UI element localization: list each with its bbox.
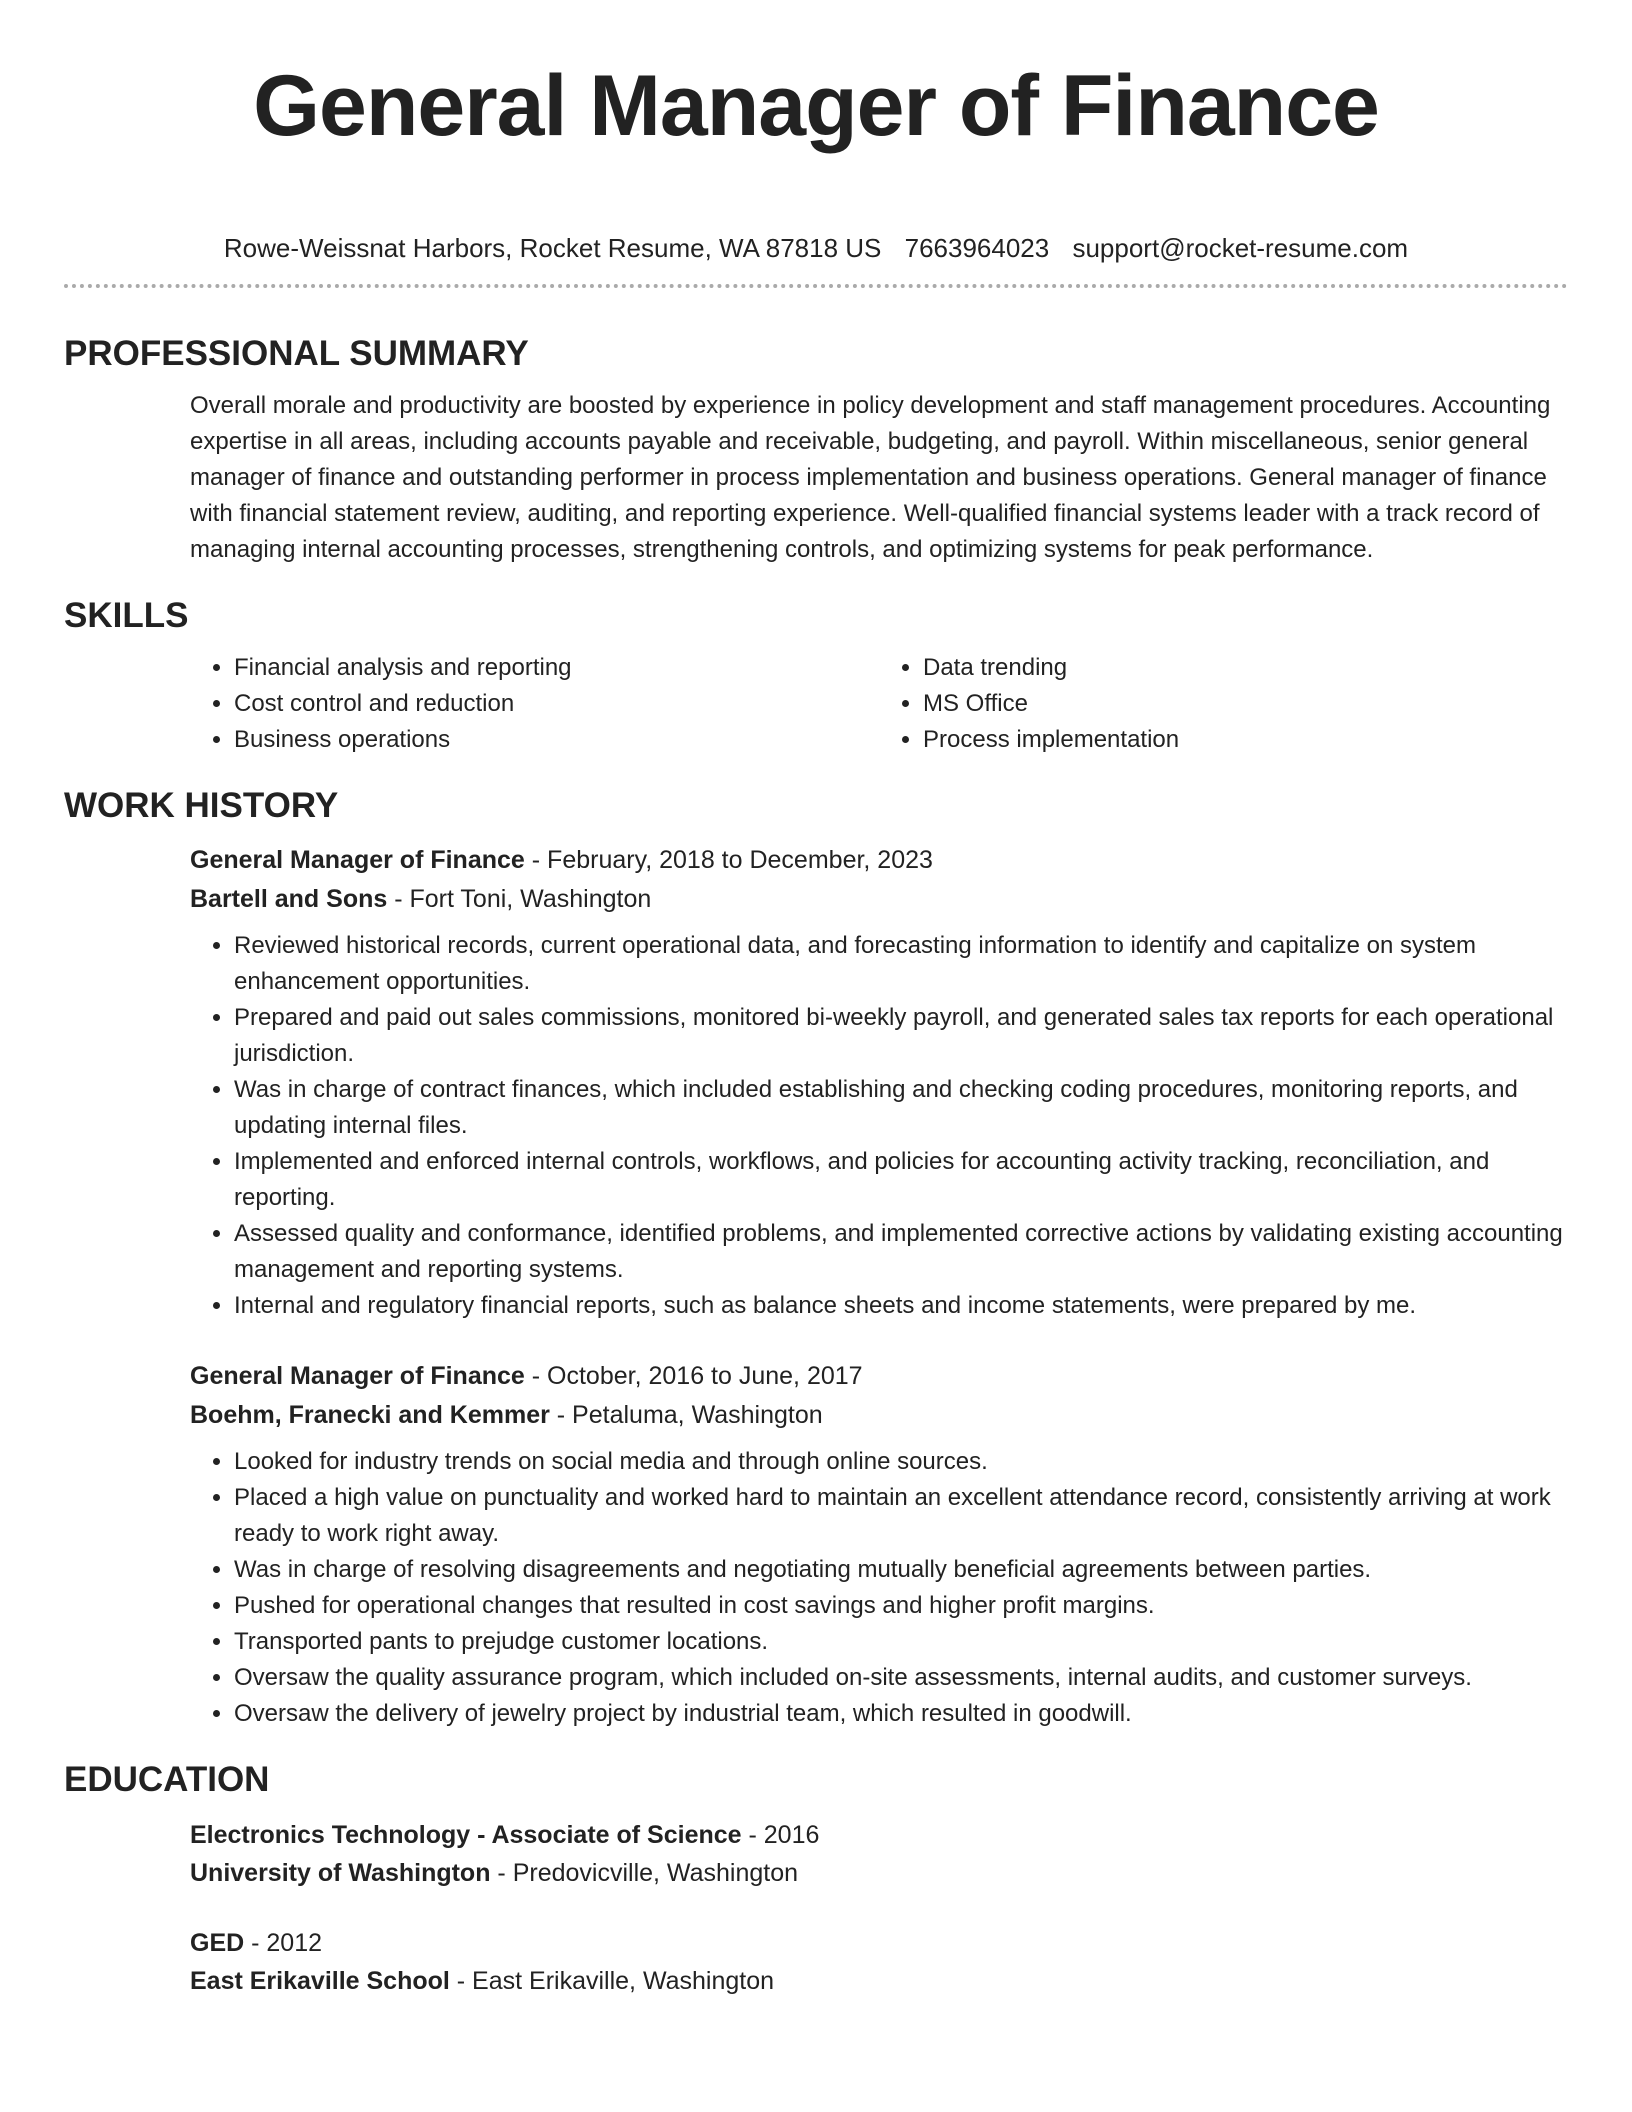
skills-column-right (879, 650, 1568, 758)
job-title-line (190, 1356, 1568, 1396)
skill-item: • Financial analysis and reporting (234, 650, 879, 686)
skill-item: • Data trending (923, 650, 1568, 686)
skill-item: • MS Office (923, 686, 1568, 722)
job-bullet: • Oversaw the delivery of jewelry project by industrial team, which resulted in goodwill. (234, 1696, 1568, 1732)
skill-item: • Process implementation (923, 722, 1568, 758)
education-location: - Predovicville, Washington (490, 1859, 799, 1887)
job-bullet: • Pushed for operational changes that resulted in cost savings and higher profit margins. (234, 1588, 1568, 1624)
job-bullet: • Prepared and paid out sales commissions, monitored bi-weekly payroll, and generated sales tax reports for each operational jurisdiction. (234, 1000, 1568, 1072)
education-school: East Erikaville School (190, 1967, 450, 1995)
education-entry (190, 1816, 1568, 1892)
job-company-line (190, 1396, 1568, 1434)
education-degree-line (190, 1924, 1568, 1962)
education-school-line (190, 1962, 1568, 2000)
skill-item: • Cost control and reduction (234, 686, 879, 722)
job-entry (190, 1356, 1568, 1732)
job-bullet: • Implemented and enforced internal controls, workflows, and policies for accounting activity tracking, reconciliation, and reporting. (234, 1144, 1568, 1216)
job-company: Boehm, Franecki and Kemmer (190, 1401, 550, 1429)
job-bullet: • Oversaw the quality assurance program, which included on-site assessments, internal audits, and customer surveys. (234, 1660, 1568, 1696)
job-dates: - October, 2016 to June, 2017 (524, 1362, 863, 1390)
education-location: - East Erikaville, Washington (449, 1967, 775, 1995)
job-bullet: • Assessed quality and conformance, identified problems, and implemented corrective actions by validating existing accounting management and reporting systems. (234, 1216, 1568, 1288)
summary-text: Overall morale and productivity are boosted by experience in policy development and staff management procedures. Accounting expertise in all areas, including accounts payable and receivable, budgeting, and payroll. Within miscellaneous, senior general manager of finance and outstanding performer in process implementation and business operations. General manager of finance with financial statement review, auditing, and reporting experience. Well-qualified financial systems leader with a track record of managing internal accounting processes, strengthening controls, and optimizing systems for peak performance. (190, 392, 1551, 563)
job-title-line (190, 840, 1568, 880)
contact-email: support@rocket-resume.com (1072, 233, 1409, 263)
job-bullet: • Internal and regulatory financial reports, such as balance sheets and income statements, were prepared by me. (234, 1288, 1568, 1324)
summary-section (190, 388, 1568, 568)
resume-name: General Manager of Finance (253, 58, 1379, 154)
job-bullet: • Transported pants to prejudge customer locations. (234, 1624, 1568, 1660)
skills-heading: SKILLS (64, 596, 189, 635)
education-entry (190, 1924, 1568, 2000)
contact-phone: 7663964023 (904, 233, 1050, 263)
education-degree: GED (190, 1929, 245, 1957)
skills-section (190, 650, 1568, 758)
education-degree-line (190, 1816, 1568, 1854)
skill-item: • Business operations (234, 722, 879, 758)
job-bullet: • Was in charge of contract finances, which included establishing and checking coding procedures, monitoring reports, and updating internal files. (234, 1072, 1568, 1144)
job-company: Bartell and Sons (190, 885, 388, 913)
contact-address: Rowe-Weissnat Harbors, Rocket Resume, WA 87818 US (223, 233, 882, 263)
education-degree: Electronics Technology - Associate of Science (190, 1821, 742, 1849)
skills-list-left (190, 650, 879, 758)
job-entry (190, 840, 1568, 1324)
education-school-line (190, 1854, 1568, 1892)
job-company-line (190, 880, 1568, 918)
header-divider (64, 284, 1568, 288)
job-location: - Fort Toni, Washington (387, 885, 652, 913)
education-school: University of Washington (190, 1859, 491, 1887)
job-bullet: • Looked for industry trends on social media and through online sources. (234, 1444, 1568, 1480)
summary-heading: PROFESSIONAL SUMMARY (64, 334, 529, 373)
skills-list-right (879, 650, 1568, 758)
job-bullets (190, 928, 1568, 1324)
contact-line (64, 232, 1568, 264)
education-heading: EDUCATION (64, 1760, 270, 1799)
job-title: General Manager of Finance (190, 846, 525, 874)
job-dates: - February, 2018 to December, 2023 (524, 846, 933, 874)
skills-column-left (190, 650, 879, 758)
job-location: - Petaluma, Washington (549, 1401, 823, 1429)
education-year: - 2012 (244, 1929, 323, 1957)
education-year: - 2016 (741, 1821, 820, 1849)
job-title: General Manager of Finance (190, 1362, 525, 1390)
job-bullets (190, 1444, 1568, 1732)
job-bullet: • Reviewed historical records, current operational data, and forecasting information to identify and capitalize on system enhancement opportunities. (234, 928, 1568, 1000)
job-bullet: • Was in charge of resolving disagreements and negotiating mutually beneficial agreements between parties. (234, 1552, 1568, 1588)
work-heading: WORK HISTORY (64, 786, 339, 825)
job-bullet: • Placed a high value on punctuality and worked hard to maintain an excellent attendance record, consistently arriving at work ready to work right away. (234, 1480, 1568, 1552)
